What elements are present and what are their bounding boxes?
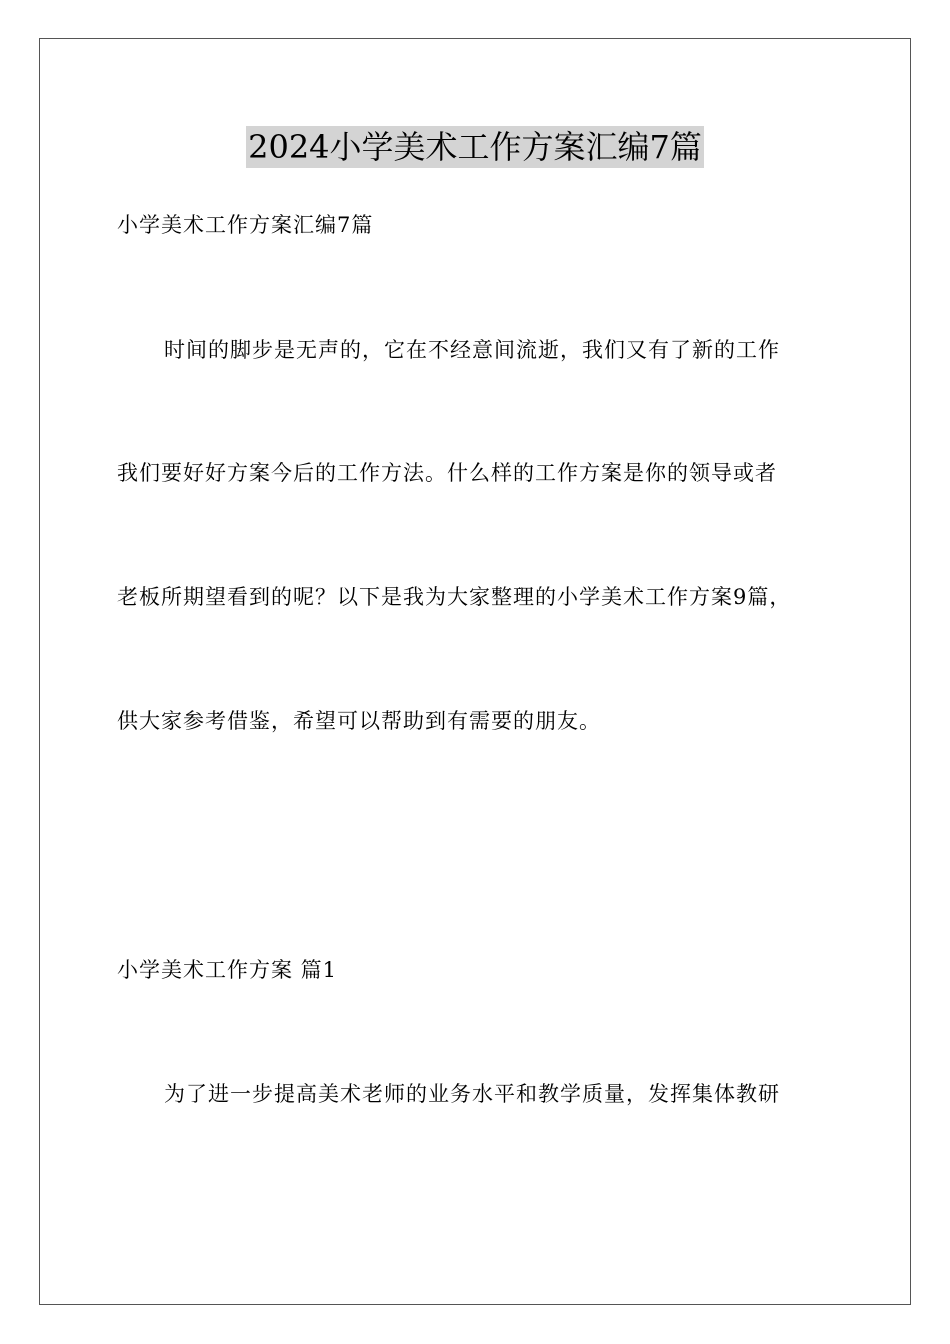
- intro-line-4: 供大家参考借鉴，希望可以帮助到有需要的朋友。: [117, 709, 601, 733]
- section-heading: 小学美术工作方案 篇1: [117, 958, 338, 982]
- intro-line-1: 时间的脚步是无声的，它在不经意间流逝，我们又有了新的工作: [164, 338, 780, 362]
- document-subtitle: 小学美术工作方案汇编7篇: [117, 213, 374, 237]
- document-title: 2024小学美术工作方案汇编7篇: [248, 128, 702, 166]
- section-line-1: 为了进一步提高美术老师的业务水平和教学质量，发挥集体教研: [164, 1082, 780, 1106]
- intro-line-3: 老板所期望看到的呢？以下是我为大家整理的小学美术工作方案9篇，: [117, 585, 792, 609]
- title-container: [0, 126, 950, 168]
- intro-line-2: 我们要好好方案今后的工作方法。什么样的工作方案是你的领导或者: [117, 461, 777, 485]
